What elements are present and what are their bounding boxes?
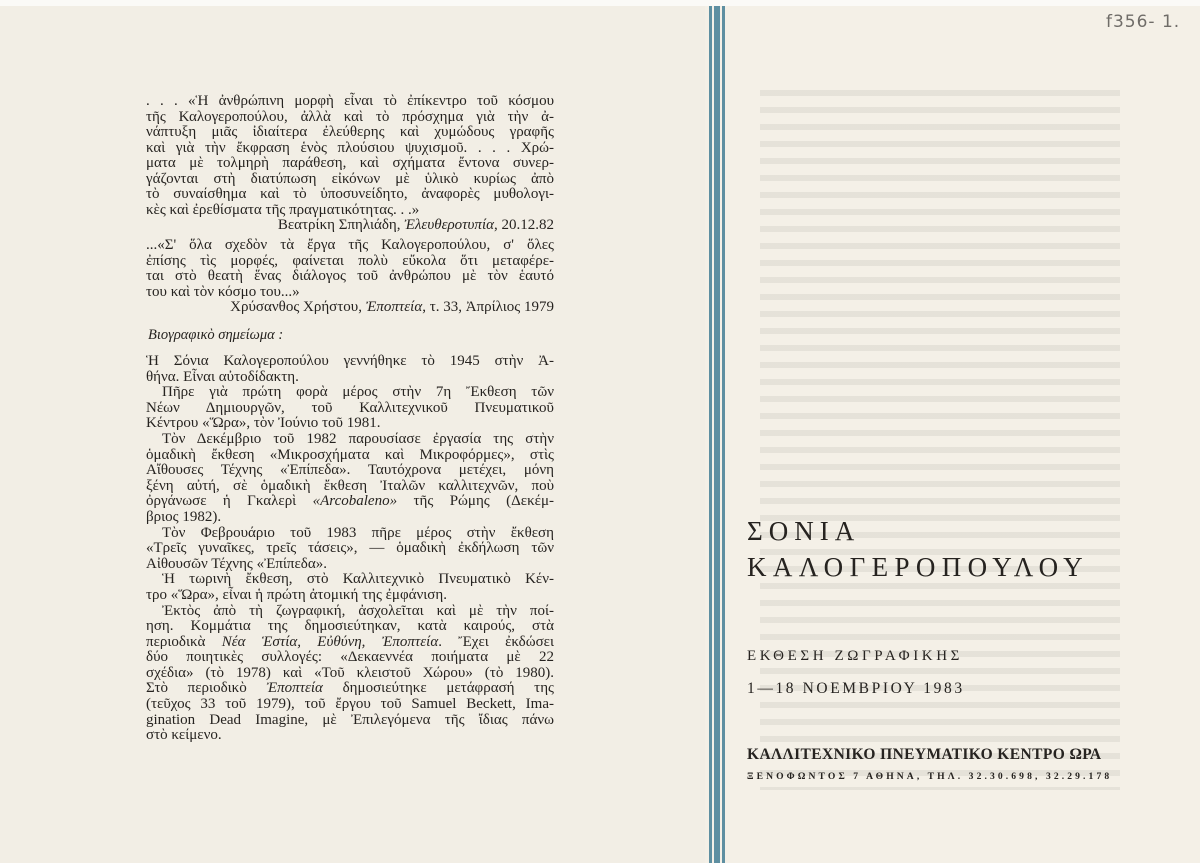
bio-line [146, 385, 554, 401]
text-segment: Αἴθουσες Τέχνης «Ἐπίπεδα». Ταυτόχρονα μετέχει, μόνη [146, 462, 554, 479]
bio-line [146, 713, 554, 729]
text-segment: Αἰθουσῶν Τέχνης «Ἐπίπεδα». [146, 555, 327, 572]
text-segment: περιοδικὰ [146, 633, 222, 650]
artist-last-name: ΚΑΛΟΓΕΡΟΠΟΥΛΟΥ [747, 552, 1090, 582]
quote-attribution [146, 218, 554, 234]
text-segment: «Τρεῖς γυναῖκες, τρεῖς τάσεις», — ὁμαδικὴ ἐκδήλωση τῶν [146, 540, 554, 557]
text-segment: τρο «Ὥρα», εἶναι ἡ πρώτη ἀτομική της ἐμφάνιση. [146, 586, 447, 603]
quote-line: γάζονται στὴ διατύπωση εἰκόνων μὲ ὑλικὸ κυρίως ἀπὸ [146, 170, 554, 187]
text-segment: ὀργάνωσε ἡ Γκαλερὶ [146, 493, 313, 510]
text-segment: δύο ποιητικὲς συλλογές: «Δεκαεννέα ποιήματα μὲ 22 [146, 649, 554, 666]
attribution-author: Χρύσανθος Χρήστου, [230, 299, 366, 315]
quote-line: . . . «Ἡ ἀνθρώπινη μορφὴ εἶναι τὸ ἐπίκεντρο τοῦ κόσμου [146, 93, 554, 109]
quote-line: ...«Σ' ὅλα σχεδὸν τὰ ἔργα τῆς Καλογεροπούλου, σ' ὅλες [146, 237, 554, 253]
text-segment: . Ἔχει ἐκδώσει [438, 633, 554, 650]
text-segment: Ἡ Σόνια Καλογεροπούλου γεννήθηκε τὸ 1945 στὴν Ἀ- [146, 353, 554, 369]
quote-line: τὸ συναίσθημα καὶ τὸ ὑποσυνείδητο, ἀναφορὲς μυθολογι- [146, 186, 554, 202]
italic-title: Ἐποπτεία [266, 680, 323, 697]
text-segment: Ἡ τωρινὴ ἔκθεση, στὸ Καλλιτεχνικὸ Πνευματικὸ Κέν- [162, 571, 554, 588]
spine-stripe-right [722, 6, 725, 863]
text-segment: Νέων Δημιουργῶν, τοῦ Καλλιτεχνικοῦ Πνευματικοῦ [146, 399, 554, 416]
quote-line: του καὶ τὸν κόσμο του...» [146, 283, 300, 300]
bio-line [146, 510, 554, 526]
attribution-source: Ἐποπτεία [365, 299, 423, 315]
bio-line [146, 604, 554, 620]
bio-line [146, 401, 554, 417]
bio-line [146, 635, 554, 651]
text-segment: Τὸν Δεκέμβριο τοῦ 1982 παρουσίασε ἐργασία της στὴν [162, 430, 554, 447]
text-segment: ηση. Κομμάτια της δημοσιεύτηκαν, κατὰ καιρούς, στὰ [146, 618, 554, 635]
quote-line: ματα μὲ τολμηρὴ παράθεση, καὶ σχήματα ἔντονα συνερ- [146, 155, 554, 171]
bio-line [146, 463, 554, 479]
review-quote-1 [146, 94, 554, 234]
review-quote-2 [146, 238, 554, 316]
quote-attribution [146, 300, 554, 316]
exhibition-type: ΕΚΘΕΣΗ ΖΩΓΡΑΦΙΚΗΣ [747, 648, 964, 664]
quote-line: καὶ γιὰ τὴν ἔκφραση ἑνὸς πλούσιου ψυχισμοῦ. . . . Χρώ- [146, 139, 554, 156]
text-segment: βριος 1982). [146, 508, 222, 525]
bio-line [146, 541, 554, 557]
bio-text [146, 354, 554, 744]
artist-first-name: ΣΟΝΙΑ [747, 516, 861, 546]
italic-title: Νέα Ἑστία, Εὐθύνη, Ἐποπτεία [221, 633, 439, 650]
bio-line [146, 370, 554, 386]
bio-line [146, 572, 554, 588]
quote-line: ἐπίσης τὶς μορφές, φαίνεται πολὺ εὔκολα ὅτι μεταφέρε- [146, 252, 554, 269]
attribution-details: , 20.12.82 [494, 217, 554, 233]
bio-line [146, 557, 554, 573]
text-segment: Τὸν Φεβρουάριο τοῦ 1983 πῆρε μέρος στὴν ἔκθεση [162, 524, 554, 541]
exhibition-dates: 1—18 ΝΟΕΜΒΡΙΟΥ 1983 [747, 680, 965, 697]
quote-line: νάπτυξη μιᾶς ἰδιαίτερα ἐλεύθερης καὶ χυμώδους γραφῆς [146, 124, 554, 140]
bio-line [146, 479, 554, 495]
bio-line [146, 416, 554, 432]
text-segment: τῆς Ρώμης (Δεκέμ- [397, 493, 554, 510]
text-segment: gination Dead Imagine, μὲ Ἐπιλεγόμενα τῆς ἴδιας πάνω [146, 711, 554, 728]
bio-line [146, 666, 554, 682]
bio-heading: Βιογραφικὸ σημείωμα : [148, 327, 284, 343]
text-segment: Κέντρου «Ὥρα», τὸν Ἰούνιο τοῦ 1981. [146, 415, 381, 432]
attribution-details: , τ. 33, Ἀπρίλιος 1979 [422, 299, 554, 315]
text-segment: Ἐκτὸς ἀπὸ τὴ ζωγραφική, ἀσχολεῖται καὶ μὲ τὴν ποί- [162, 602, 554, 619]
bio-line [146, 432, 554, 448]
attribution-source: Ἐλευθεροτυπία [404, 217, 494, 233]
venue-address: ΞΕΝΟΦΩΝΤΟΣ 7 ΑΘΗΝΑ, ΤΗΛ. 32.30.698, 32.29.178 [747, 771, 1113, 782]
text-segment: Στὸ περιοδικὸ [146, 680, 267, 697]
quote-line: κὲς καὶ ἐρεθίσματα τῆς πραγματικότητας. . .» [146, 201, 420, 218]
spine-stripe-center [714, 6, 720, 863]
bio-line [146, 526, 554, 542]
attribution-author: Βεατρίκη Σπηλιάδη, [277, 217, 405, 233]
bio-line [146, 619, 554, 635]
bio-line [146, 354, 554, 370]
text-segment: στὸ κείμενο. [146, 727, 222, 744]
spine-stripe-left [709, 6, 712, 863]
text-segment: (τεῦχος 33 τοῦ 1979), τοῦ ἔργου τοῦ Samuel Beckett, Ima- [146, 696, 554, 713]
bio-line [146, 681, 554, 697]
bio-line [146, 697, 554, 713]
text-segment: δημοσιεύτηκε μετάφρασή της [322, 680, 554, 697]
quote-line: ται στὸ θεατὴ ἕνας διάλογος τοῦ ἀνθρώπου μὲ τὸν ἑαυτό [146, 268, 554, 284]
quote-line: τῆς Καλογεροπούλου, ἀλλὰ καὶ τὸ πρόσχημα γιὰ τὴν ἀ- [146, 108, 554, 125]
venue-name: ΚΑΛΛΙΤΕΧΝΙΚΟ ΠΝΕΥΜΑΤΙΚΟ ΚΕΝΤΡΟ ΩΡΑ [747, 746, 1102, 763]
bio-line [146, 448, 554, 464]
handwritten-catalog-note: f356- 1. [1106, 12, 1181, 32]
text-segment: σχέδια» (τὸ 1978) καὶ «Τοῦ κλειστοῦ Χώρου» (τὸ 1980). [146, 664, 554, 681]
bio-line [146, 728, 554, 744]
bio-line [146, 588, 554, 604]
text-segment: ξένη αὐτή, σὲ ὁμαδικὴ ἔκθεση Ἰταλῶν καλλιτεχνῶν, ποὺ [146, 477, 554, 494]
italic-title: «Arcobaleno» [312, 493, 398, 510]
bio-line [146, 650, 554, 666]
text-segment: θήνα. Εἶναι αὐτοδίδακτη. [146, 368, 299, 385]
bio-line [146, 494, 554, 510]
text-segment: ὁμαδικὴ ἔκθεση «Μικροσχήματα καὶ Μικροφόρμες», στὶς [146, 446, 554, 463]
text-segment: Πῆρε γιὰ πρώτη φορὰ μέρος στὴν 7η Ἔκθεση τῶν [162, 384, 554, 401]
